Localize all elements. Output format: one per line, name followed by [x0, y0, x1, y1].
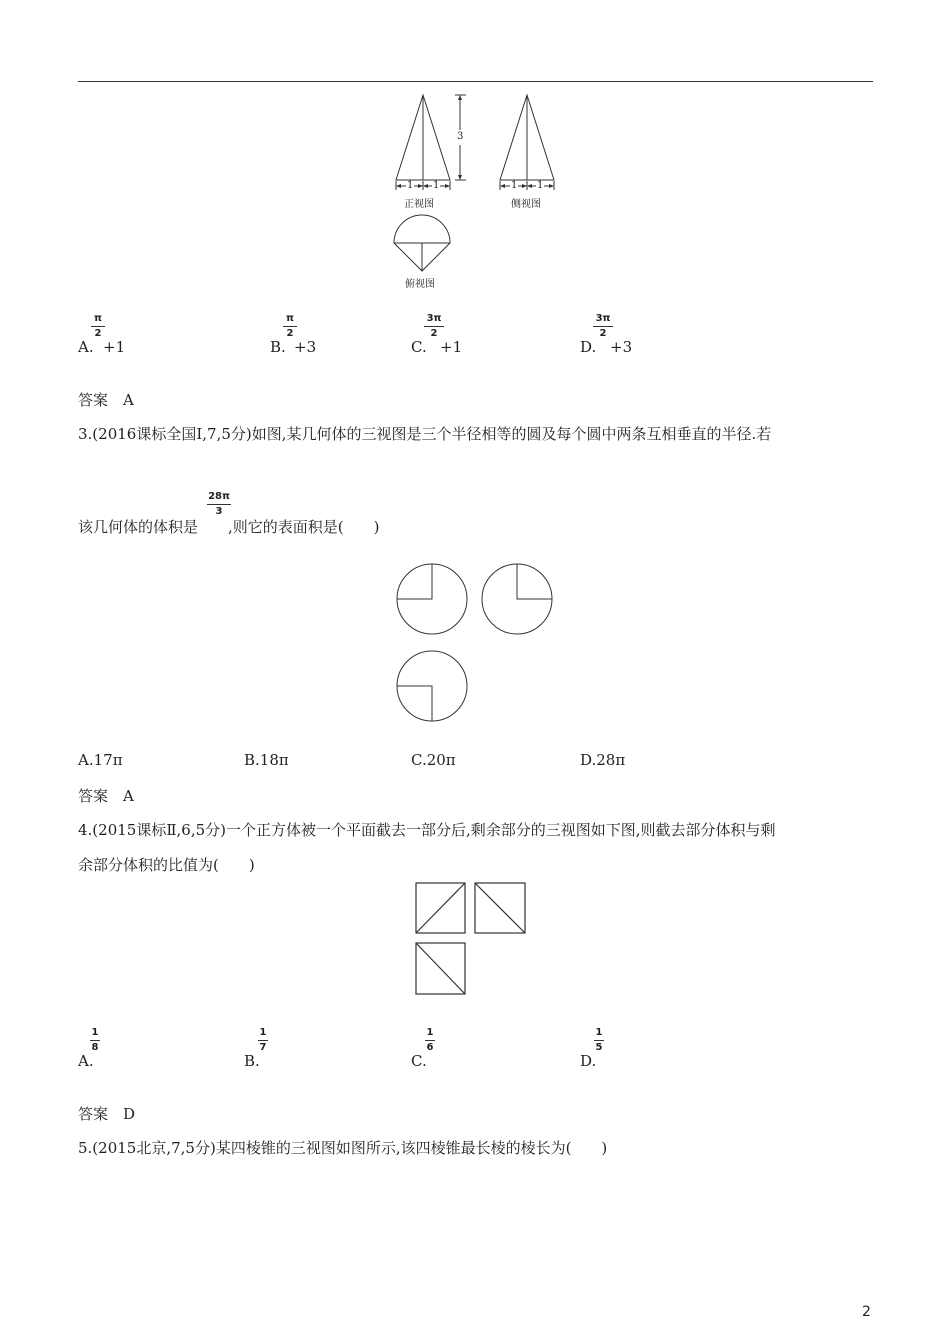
- q2-answer: 答案 A: [78, 391, 134, 409]
- front-view-label: 正视图: [404, 199, 434, 210]
- q3-stem-line2-pre: 该几何体的体积是: [78, 518, 199, 536]
- option-rest: +3: [294, 338, 317, 356]
- dim-label: 1: [407, 180, 414, 191]
- option-letter: A.: [78, 1052, 94, 1070]
- option-rest: +1: [440, 338, 463, 356]
- dim-label: 1: [537, 180, 544, 191]
- side-view-label: 侧视图: [511, 199, 541, 210]
- q3-option-a: A.17π: [78, 751, 123, 769]
- option-fraction: 3π 2: [593, 313, 613, 340]
- option-letter: D.: [580, 1052, 597, 1070]
- height-dim-label: 3: [457, 131, 464, 142]
- q3-stem-line2-post: ,则它的表面积是( ): [228, 518, 380, 536]
- option-fraction: 1 7: [259, 1027, 267, 1053]
- page-number: 2: [862, 1304, 871, 1320]
- q3-option-b: B.18π: [244, 751, 289, 769]
- option-letter: B.: [270, 338, 286, 356]
- q4-cube-views-figure: [0, 0, 950, 200]
- option-rest: +3: [610, 338, 633, 356]
- option-fraction: π 2: [283, 313, 297, 340]
- option-fraction: π 2: [91, 313, 105, 340]
- top-view-shape: [394, 215, 450, 243]
- option-rest: +1: [103, 338, 126, 356]
- q3-stem-line1: 3.(2016课标全国Ⅰ,7,5分)如图,某几何体的三视图是三个半径相等的圆及每个圆中两条互相垂直的半径.若: [78, 425, 772, 443]
- option-letter: C.: [411, 1052, 427, 1070]
- q5-stem-line1: 5.(2015北京,7,5分)某四棱锥的三视图如图所示,该四棱锥最长棱的棱长为( ): [78, 1139, 608, 1157]
- dim-label: 1: [511, 180, 518, 191]
- dim-label: 1: [433, 180, 440, 191]
- q3-answer: 答案 A: [78, 787, 134, 805]
- option-fraction: 3π 2: [424, 313, 444, 340]
- option-letter: A.: [78, 338, 94, 356]
- option-fraction: 1 6: [426, 1027, 434, 1053]
- option-fraction: 1 8: [91, 1027, 99, 1053]
- q4-stem-line1: 4.(2015课标Ⅱ,6,5分)一个正方体被一个平面截去一部分后,剩余部分的三视图如下图,则截去部分体积与剩: [78, 821, 776, 839]
- q3-option-c: C.20π: [411, 751, 456, 769]
- top-view-label: 俯视图: [405, 279, 435, 290]
- q4-answer: 答案 D: [78, 1105, 136, 1123]
- option-letter: C.: [411, 338, 427, 356]
- q4-stem-line2: 余部分体积的比值为( ): [78, 856, 255, 874]
- q3-option-d: D.28π: [580, 751, 626, 769]
- option-letter: B.: [244, 1052, 260, 1070]
- q3-volume-fraction: 28π 3: [208, 491, 230, 517]
- option-letter: D.: [580, 338, 597, 356]
- option-fraction: 1 5: [595, 1027, 603, 1053]
